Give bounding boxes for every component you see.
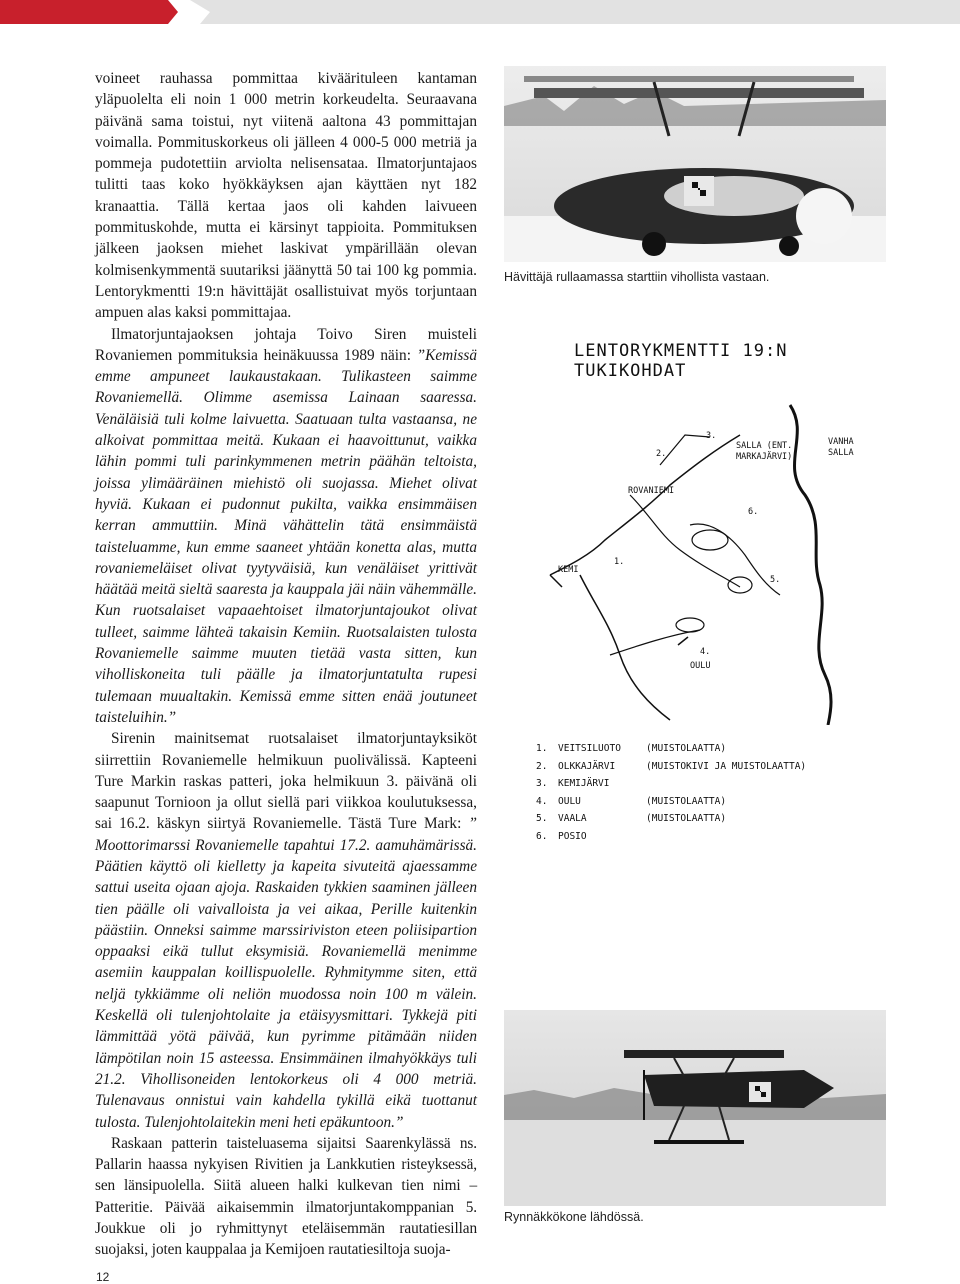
label-rovaniemi: ROVANIEMI: [628, 486, 675, 496]
paragraph-3: [95, 728, 477, 1133]
page-number: 12: [96, 1270, 110, 1284]
attack-aircraft-image: [504, 1010, 886, 1206]
paragraph-2-quote: ”Kemissä emme ampuneet laukaustakaan. Tulikasteen saimme Rovaniemellä. Olimme asemissa Lainaan saaressa. Venäläisiä tuli kolme laivuetta. Saatuaan tulta vastaansa, ne alkoivat pommittaa meitä. Kukaan ei haavoittunut, vaikka lähin pommi tuli parinkymmenen metrin päähän teltoista, joissa ylimääräinen miehistö oli suojassa. Miehet olivat hyviä. Kukaan ei pudonnut pukilta, vaikka ensimmäisen kerran ammuttiin. Minä vähättelin tätä ensimmäistä taisteluamme, kun emme saaneet yhtään konetta alas, mutta rovaniemeläiset olivat tyytyväisiä, kun venäläiset yrittivät häätää meitä sieltä saaresta ja kauppala jäi näin vähemmälle. Kun ruotsalaiset vapaaehtoiset ilmatorjuntajoukot olivat tulleet, saimme lähteä takaisin Kemiin. Ruotsalaisten tulosta Rovaniemelle saimme muuten tietää vasta sitten, kun viholliskoneita tuli päälle ja ilmatorjuntatulta rupesi tulemaan muualtakin. Kemissä emme sitten enää joutuneet taisteluihin.”: [95, 346, 477, 726]
map-title: LENTORYKMENTTI 19:N TUKIKOHDAT: [574, 341, 788, 381]
label-vanha: VANHA: [828, 437, 854, 447]
label-vanha-salla: SALLA: [828, 448, 854, 458]
fighter-plane-image: [504, 66, 886, 262]
label-kemi: KEMI: [558, 565, 579, 575]
marker-1: 1.: [614, 557, 625, 567]
paragraph-4: Raskaan patterin taisteluasema sijaitsi Saarenkylässä ns. Pallarin haassa nykyisen Rivitien ja Lankkutien risteyksessä, sen länsipuolella. Siitä alueen halki kulkevan tien nimi – Patteritie. Päivää aikaisemmin ilmatorjuntakomppanian 5. Joukkue oli jo ryhmittynyt eteläisemmän rautatiesillan suojaksi, joten kauppalaa ja Kemijoen rautatiesiltoja suoja-: [95, 1134, 477, 1259]
paragraph-3-intro: Sirenin mainitsemat ruotsalaiset ilmatorjuntayksiköt siirrettiin Rovaniemelle helmikuun puolivälissä. Kapteeni Ture Markin raskas patteri, joka helmikuun 3. päivänä oli saapunut Tornioon ja ollut siellä pari viikkoa koulutuksessa, sai 16.2. käskyn siirtyä Rovaniemelle. Tästä Ture Mark:: [95, 730, 477, 833]
paragraph-3-quote: ” Moottorimarssi Rovaniemelle tapahtui 17.2. aamuhämärissä. Päätien käyttö oli kielletty ja kapeita sivuteitä ajaessamme sattui useita ojaan ajoja. Raskaiden tykkien saaminen jälleen tien päälle oli vaivalloista ja vei aikaa, Perille kuitenkin päästiin. Onneksi saimme marssiriviston eteen poliisipartion oppaaksi eikä tullut eksymisiä. Rovaniemellä menimme asemiin kauppalan koillispuolelle. Ryhmitymme siten, että neljä tykkiämme oli neliön muodossa noin 100 m välein. Keskellä oli tulenjohtolaite ja etäisyysmittari. Tykkejä piti lämmittää yötä päivää, kun pyrimme pitämään niiden lämpötilan noin 15 asteessa. Ensimmäinen ilmahyökkäys tuli 21.2. Vihollisoneiden lentokorkeus oli 4 000 metriä. Tulenavaus onnistui vain kahdella tykillä eikä tuottanut tulosta. Tulenjohtolaitekin meni heti epäkuntoon.”: [95, 815, 477, 1131]
marker-5: 5.: [770, 575, 781, 585]
base-map: [510, 325, 890, 845]
legend-row: 2. OLKKAJÄRVI (MUISTOKIVI JA MUISTOLAATTA): [536, 760, 807, 772]
article-column: [95, 68, 477, 1261]
label-oulu: OULU: [690, 661, 711, 671]
photo-fighter-taxiing: [504, 66, 886, 262]
marker-6: 6.: [748, 507, 759, 517]
label-salla-ent: SALLA (ENT.: [736, 441, 793, 451]
paragraph-2: [95, 324, 477, 729]
map-legend: [536, 740, 806, 845]
top-photo-caption: Hävittäjä rullaamassa starttiin vihollista vastaan.: [504, 270, 770, 284]
marker-3: 3.: [706, 431, 717, 441]
marker-2: 2.: [656, 449, 667, 459]
label-markajarvi: MARKAJÄRVI): [736, 452, 793, 462]
header-decoration: [0, 0, 960, 30]
bottom-photo-caption: Rynnäkkökone lähdössä.: [504, 1210, 644, 1224]
marker-4: 4.: [700, 647, 711, 657]
legend-row: 1. VEITSILUOTO (MUISTOLAATTA): [536, 743, 727, 754]
paragraph-2-intro: Ilmatorjuntajaoksen johtaja Toivo Siren muisteli Rovaniemen pommituksia heinäkuussa 1989 näin:: [95, 325, 477, 364]
legend-row: 6. POSIO: [536, 830, 587, 842]
legend-row: 4. OULU (MUISTOLAATTA): [536, 795, 727, 807]
legend-row: 5. VAALA (MUISTOLAATTA): [536, 813, 727, 824]
legend-row: 3. KEMIJÄRVI: [536, 778, 610, 789]
paragraph-1: voineet rauhassa pommittaa kiväärituleen kantaman yläpuolelta eli noin 1 000 metrin korkeudelta. Seuraavana päivänä sama toistui, nyt viitenä aaltona 43 pommittajan voimalla. Pommituskorkeus oli jälleen 4 000-5 000 metriä ja pommeja pudotettiin arviolta nelisensataa. Ilmatorjuntajaos tulitti taas koko hyökkäyksen ajan käyttäen nyt 182 kranaattia. Tällä kertaa jaos oli kahden laivueen pommituskohde, mutta ei kärsinyt tappioita. Pommituksen jälkeen jaoksen miehet laskivat ympärillään olevan kolmisenkymmentä suutariksi jäänyttä 50 tai 100 kg pommia. Lentorykmentti 19:n hävittäjät osallistuivat myös torjuntaan ampuen alas kaksi pommittajaa.: [95, 70, 477, 322]
photo-attack-aircraft: [504, 1010, 886, 1206]
